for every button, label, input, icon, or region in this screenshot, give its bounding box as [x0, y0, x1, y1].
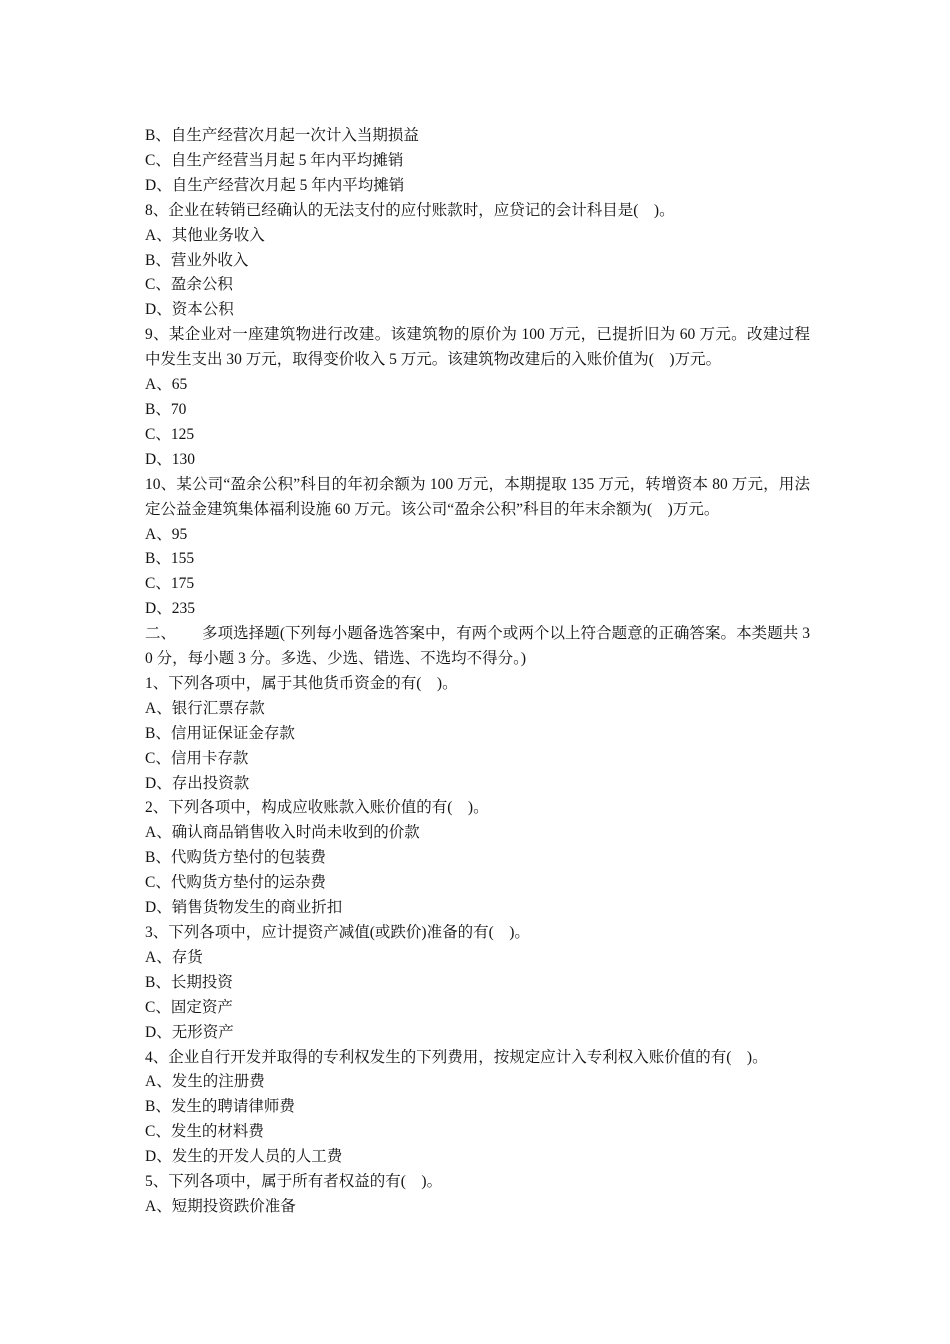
option-line: C、信用卡存款: [145, 749, 249, 767]
option-line: D、自生产经营次月起 5 年内平均摊销: [145, 176, 405, 194]
option-line: C、盈余公积: [145, 276, 233, 294]
option-line: B、代购货方垫付的包装费: [145, 849, 326, 867]
option-line: B、155: [145, 550, 195, 568]
option-line: C、175: [145, 575, 195, 593]
section-number: 二、: [145, 625, 177, 643]
option-line: C、125: [145, 425, 195, 443]
option-line: B、70: [145, 400, 187, 418]
option-line: A、发生的注册费: [145, 1073, 265, 1091]
option-line: D、存出投资款: [145, 774, 250, 792]
question-m4: 4、企业自行开发并取得的专利权发生的下列费用，按规定应计入专利权入账价值的有( )。: [145, 1048, 768, 1066]
question-10: 10、某公司“盈余公积”科目的年初余额为 100 万元，本期提取 135 万元，转增资本 80 万元，用法定公益金建筑集体福利设施 60 万元。该公司“盈余公积”科目的年末余额为( )万元。: [145, 475, 810, 518]
question-9: 9、某企业对一座建筑物进行改建。该建筑物的原价为 100 万元，已提折旧为 60 万元。改建过程中发生支出 30 万元，取得变价收入 5 万元。该建筑物改建后的入账价值为( )万元。: [145, 326, 810, 369]
option-line: A、银行汇票存款: [145, 699, 265, 717]
option-line: B、自生产经营次月起一次计入当期损益: [145, 127, 419, 144]
option-line: B、发生的聘请律师费: [145, 1098, 295, 1116]
question-m5: 5、下列各项中，属于所有者权益的有( )。: [145, 1173, 443, 1191]
option-line: A、短期投资跌价准备: [145, 1197, 296, 1215]
option-line: A、确认商品销售收入时尚未收到的价款: [145, 824, 420, 842]
option-line: D、无形资产: [145, 1023, 234, 1041]
option-line: B、长期投资: [145, 973, 233, 991]
option-line: D、销售货物发生的商业折扣: [145, 899, 343, 917]
option-line: D、资本公积: [145, 301, 234, 319]
option-line: A、65: [145, 376, 188, 394]
option-line: B、信用证保证金存款: [145, 724, 295, 742]
option-line: C、发生的材料费: [145, 1123, 264, 1141]
section-instructions: 多项选择题(下列每小题备选答案中，有两个或两个以上符合题意的正确答案。本类题共 30 分，每小题 3 分。多选、少选、错选、不选均不得分。): [145, 625, 810, 668]
option-line: C、固定资产: [145, 998, 233, 1016]
option-line: C、自生产经营当月起 5 年内平均摊销: [145, 151, 404, 169]
option-line: D、130: [145, 450, 195, 468]
option-line: D、发生的开发人员的人工费: [145, 1148, 343, 1166]
section-heading: [145, 622, 810, 672]
option-line: B、营业外收入: [145, 251, 249, 269]
option-line: C、代购货方垫付的运杂费: [145, 874, 326, 892]
question-m3: 3、下列各项中，应计提资产减值(或跌价)准备的有( )。: [145, 924, 530, 941]
document-page: [145, 124, 810, 1220]
question-m1: 1、下列各项中，属于其他货币资金的有( )。: [145, 674, 458, 692]
option-line: A、其他业务收入: [145, 226, 265, 244]
option-line: D、235: [145, 600, 195, 618]
option-line: A、95: [145, 525, 188, 543]
option-line: A、存货: [145, 948, 203, 966]
question-m2: 2、下列各项中，构成应收账款入账价值的有( )。: [145, 799, 489, 817]
question-8: 8、企业在转销已经确认的无法支付的应付账款时，应贷记的会计科目是( )。: [145, 201, 675, 219]
